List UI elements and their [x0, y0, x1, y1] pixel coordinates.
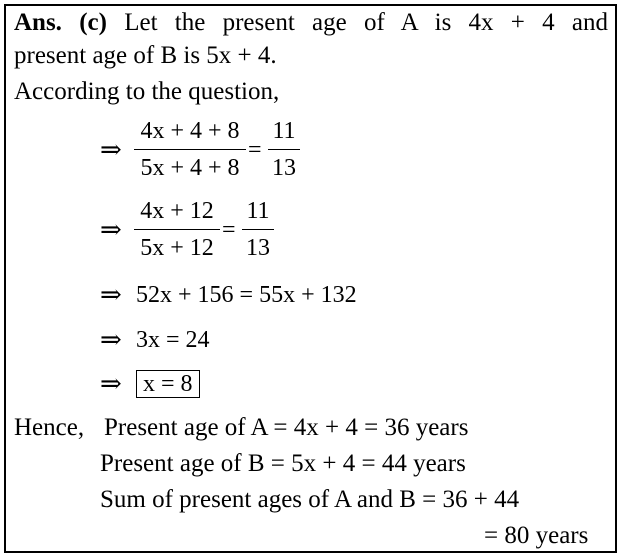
hence-label: Hence,: [14, 414, 85, 441]
numerator: 4x + 4 + 8: [140, 118, 240, 144]
fraction-rhs-1: [268, 117, 300, 182]
denominator: 5x + 4 + 8: [140, 155, 240, 181]
step-equation-5: [136, 369, 200, 399]
conclusion-line-1: Present age of A = 4x + 4 = 36 years: [104, 414, 469, 441]
step-equation-3: 52x + 156 = 55x + 132: [136, 282, 357, 308]
intro-line-3: According to the question,: [14, 78, 280, 105]
denominator: 13: [272, 155, 296, 181]
equals-sign-1: =: [248, 137, 262, 163]
fraction-rhs-2: [242, 197, 274, 262]
conclusion-line-3: Sum of present ages of A and B = 36 + 44: [100, 486, 520, 513]
implies-symbol-4: ⇒: [100, 325, 122, 354]
numerator: 11: [246, 198, 270, 224]
conclusion-line-4: = 80 years: [484, 522, 589, 549]
denominator: 5x + 12: [140, 235, 214, 261]
numerator: 11: [272, 118, 296, 144]
intro-text: Let the present age of A is 4x + 4 and: [124, 9, 609, 36]
numerator: 4x + 12: [140, 198, 214, 224]
intro-line-1: [14, 8, 608, 38]
step-equation-4: 3x = 24: [136, 327, 210, 353]
intro-line-2: present age of B is 5x + 4.: [14, 42, 277, 69]
answer-label: Ans. (c): [14, 9, 107, 36]
fraction-lhs-2: [134, 197, 220, 262]
denominator: 13: [246, 235, 270, 261]
conclusion-line-2: Present age of B = 5x + 4 = 44 years: [100, 450, 466, 477]
implies-symbol-2: ⇒: [100, 215, 122, 244]
implies-symbol-5: ⇒: [100, 369, 122, 398]
fraction-lhs-1: [134, 117, 246, 182]
equals-sign-2: =: [222, 217, 236, 243]
implies-symbol-1: ⇒: [100, 135, 122, 164]
final-answer-box: x = 8: [136, 370, 200, 398]
implies-symbol-3: ⇒: [100, 280, 122, 309]
